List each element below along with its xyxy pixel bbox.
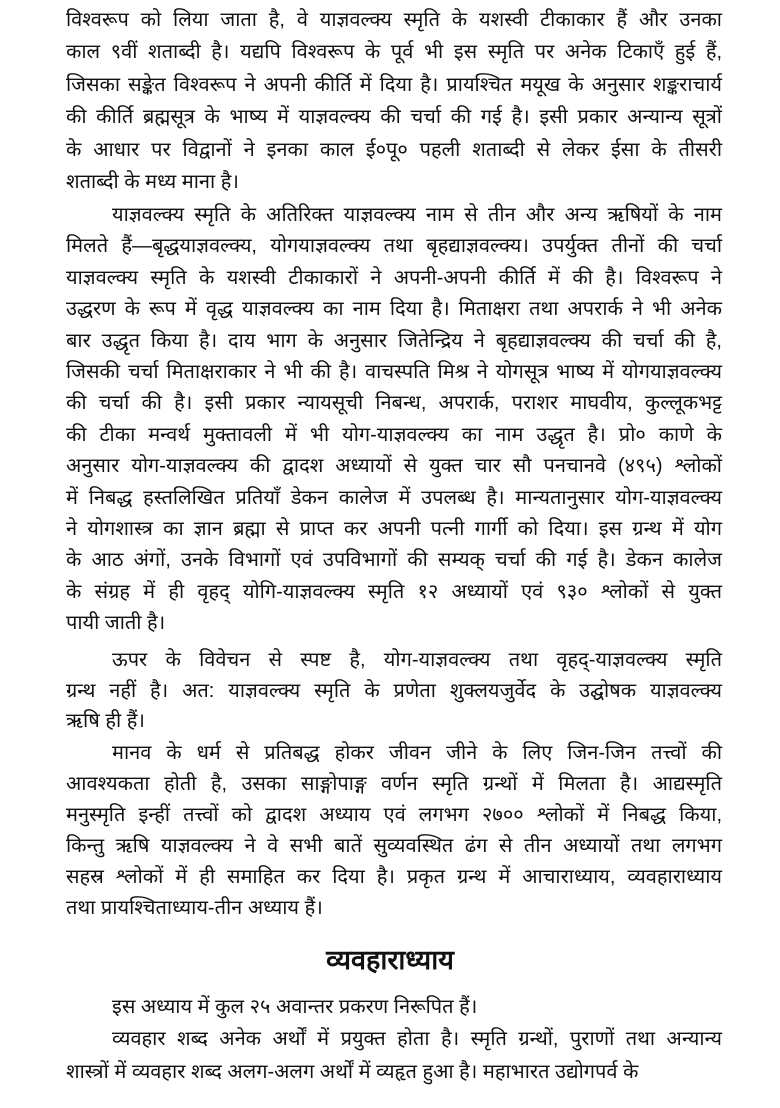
text-line: तथा प्रायश्चिताध्याय-तीन अध्याय हैं।	[66, 897, 323, 919]
text-line: इस अध्याय में कुल २५ अवान्तर प्रकरण निरूपित हैं।	[112, 996, 478, 1018]
text-line: मनुस्मृति इन्हीं तत्त्वों को द्वादश अध्याय एवं लगभग २७०० श्लोकों में निबद्ध किया,	[66, 804, 722, 826]
text-line: किन्तु ऋषि याज्ञवल्क्य ने वे सभी बातें सुव्यवस्थित ढंग से तीन अध्यायों तथा लगभग	[66, 835, 722, 857]
text-line: मानव के धर्म से प्रतिबद्ध होकर जीवन जीने के लिए जिन-जिन तत्त्वों की	[112, 742, 722, 764]
text-line: की चर्चा की है। इसी प्रकार न्यायसूची निबन्ध, अपरार्क, पराशर माघवीय, कुल्लूकभट्ट	[66, 392, 722, 415]
text-line: ग्रन्थ नहीं है। अत: याज्ञवल्क्य स्मृति के प्रणेता शुक्लयजुर्वेद के उद्घोषक याज्ञवल्क्य	[66, 679, 722, 702]
text-line: की कीर्ति ब्रह्मसूत्र के भाष्य में याज्ञवल्क्य की चर्चा की गई है। इसी प्रकार अन्यान्य सूत्रों	[66, 106, 722, 129]
text-line: पायी जाती है।	[66, 612, 166, 635]
text-line: आवश्यकता होती है, उसका साङ्गोपाङ्ग वर्णन स्मृति ग्रन्थों में मिलता है। आद्यस्मृति	[66, 773, 722, 795]
text-line: याज्ञवल्क्य स्मृति के यशस्वी टीकाकारों ने अपनी-अपनी कीर्ति में की है। विश्वरूप ने	[66, 266, 722, 289]
text-line: शताब्दी के मध्य माना है।	[66, 171, 239, 193]
text-line: काल ९वीं शताब्दी है। यद्यपि विश्वरूप के पूर्व भी इस स्मृति पर अनेक टिकाएँ हुई हैं,	[66, 41, 722, 64]
text-line: के आधार पर विद्वानों ने इनका काल ई०पू० पहली शताब्दी से लेकर ईसा के तीसरी	[66, 138, 722, 161]
text-line: उद्धरण के रूप में वृद्ध याज्ञवल्क्य का नाम दिया है। मिताक्षरा तथा अपरार्क ने भी अनेक	[66, 298, 722, 321]
section-heading: व्यवहाराध्याय	[326, 945, 454, 975]
text-line: विश्वरूप को लिया जाता है, वे याज्ञवल्क्य स्मृति के यशस्वी टीकाकार हैं और उनका	[66, 9, 722, 31]
text-line: के संग्रह में ही वृहद् योगि-याज्ञवल्क्य स्मृति १२ अध्यायों एवं ९३० श्लोकों से युक्त	[66, 580, 722, 603]
text-line: में निबद्ध हस्तलिखित प्रतियाँ डेकन कालेज में उपलब्ध है। मान्यतानुसार योग-याज्ञवल्क्य	[66, 486, 722, 509]
text-line: अनुसार योग-याज्ञवल्क्य की द्वादश अध्यायों से युक्त चार सौ पनचानवे (४९५) श्लोकों	[66, 455, 722, 478]
text-line: ऊपर के विवेचन से स्पष्ट है, योग-याज्ञवल्क्य तथा वृहद्-याज्ञवल्क्य स्मृति	[112, 649, 722, 671]
text-line: मिलते हैं—बृद्धयाज्ञवल्क्य, योगयाज्ञवल्क्य तथा बृहद्याज्ञवल्क्य। उपर्युक्त तीनों की चर्चा	[66, 235, 722, 258]
text-line: की टीका मन्वर्थ मुक्तावली में भी योग-याज्ञवल्क्य का नाम उद्धृत है। प्रो० काणे के	[66, 423, 722, 446]
text-line: बार उद्धृत किया है। दाय भाग के अनुसार जितेन्द्रिय ने बृहद्याज्ञवल्क्य की चर्चा की है,	[66, 329, 722, 352]
text-line: व्यवहार शब्द अनेक अर्थों में प्रयुक्त होता है। स्मृति ग्रन्थों, पुराणों तथा अन्यान्य	[112, 1028, 722, 1050]
text-line: जिसकी चर्चा मिताक्षराकार ने भी की है। वाचस्पति मिश्र ने योगसूत्र भाष्य में योगयाज्ञवल्क्य	[66, 361, 722, 383]
text-line: याज्ञवल्क्य स्मृति के अतिरिक्त याज्ञवल्क्य नाम से तीन और अन्य ऋषियों के नाम	[112, 204, 722, 226]
text-line: ने योगशास्त्र का ज्ञान ब्रह्मा से प्राप्त कर अपनी पत्नी गार्गी को दिया। इस ग्रन्थ में योग	[66, 518, 722, 540]
text-line: जिसका सङ्केत विश्वरूप ने अपनी कीर्ति में दिया है। प्रायश्चित मयूख के अनुसार शङ्कराचार्य	[66, 73, 722, 96]
text-line: के आठ अंगों, उनके विभागों एवं उपविभागों की सम्यक् चर्चा की गई है। डेकन कालेज	[66, 549, 722, 572]
text-line: शास्त्रों में व्यवहार शब्द अलग-अलग अर्थों में व्यहृत हुआ है। महाभारत उद्योगपर्व के	[66, 1060, 639, 1083]
text-line: सहस्र श्लोकों में ही समाहित कर दिया है। प्रकृत ग्रन्थ में आचाराध्याय, व्यवहाराध्याय	[66, 866, 722, 888]
text-line: ऋषि ही हैं।	[66, 710, 145, 732]
